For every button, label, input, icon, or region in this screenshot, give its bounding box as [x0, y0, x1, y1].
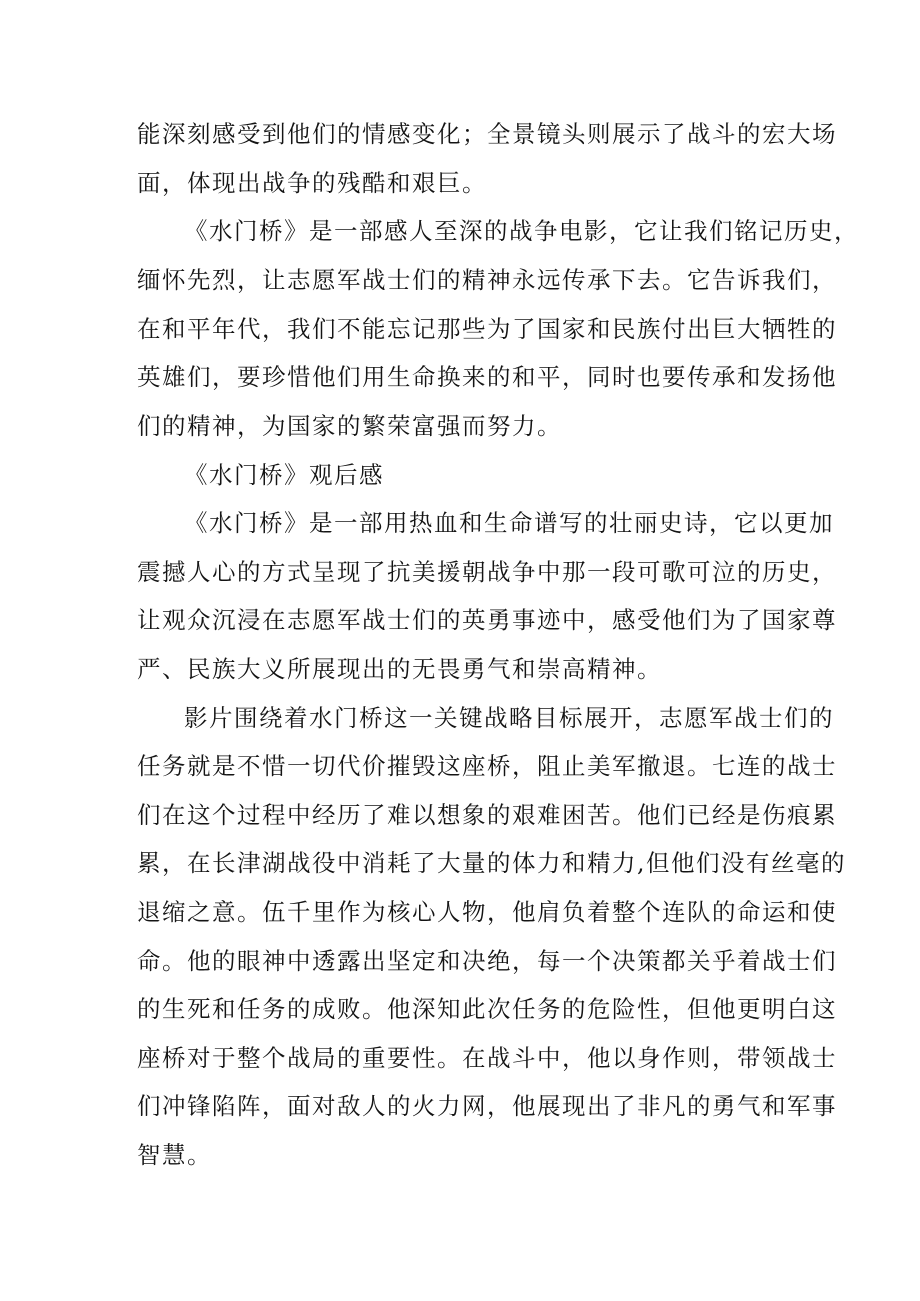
- paragraph-4-line-3: 们在这个过程中经历了难以想象的艰难困苦。他们已经是伤痕累: [137, 801, 837, 829]
- paragraph-4-line-10: 智慧。: [137, 1141, 212, 1169]
- paragraph-2-line-3: 在和平年代，我们不能忘记那些为了国家和民族付出巨大牺牲的: [137, 315, 837, 343]
- section-heading: 《水门桥》观后感: [184, 461, 384, 489]
- paragraph-2-line-2: 缅怀先烈，让志愿军战士们的精神永远传承下去。它告诉我们，: [137, 266, 837, 294]
- paragraph-3-line-1: 《水门桥》是一部用热血和生命谱写的壮丽史诗，它以更加: [184, 509, 834, 537]
- paragraph-4-line-5: 退缩之意。伍千里作为核心人物，他肩负着整个连队的命运和使: [137, 898, 837, 926]
- paragraph-3-line-4: 严、民族大义所展现出的无畏勇气和崇高精神。: [137, 655, 662, 683]
- paragraph-1-line-1: 能深刻感受到他们的情感变化；全景镜头则展示了战斗的宏大场: [137, 120, 837, 148]
- paragraph-4-line-9: 们冲锋陷阵，面对敌人的火力网，他展现出了非凡的勇气和军事: [137, 1092, 837, 1120]
- paragraph-3-line-2: 震撼人心的方式呈现了抗美援朝战争中那一段可歌可泣的历史，: [137, 558, 837, 586]
- paragraph-4-line-4: 累，在长津湖战役中消耗了大量的体力和精力,但他们没有丝毫的: [137, 849, 846, 877]
- paragraph-4-line-8: 座桥对于整个战局的重要性。在战斗中，他以身作则，带领战士: [137, 1044, 837, 1072]
- paragraph-2-line-1: 《水门桥》是一部感人至深的战争电影，它让我们铭记历史，: [184, 217, 859, 245]
- paragraph-4-line-6: 命。他的眼神中透露出坚定和决绝，每一个决策都关乎着战士们: [137, 947, 837, 975]
- paragraph-3-line-3: 让观众沉浸在志愿军战士们的英勇事迹中，感受他们为了国家尊: [137, 606, 837, 634]
- paragraph-4-line-1: 影片围绕着水门桥这一关键战略目标展开，志愿军战士们的: [184, 704, 834, 732]
- paragraph-4-line-7: 的生死和任务的成败。他深知此次任务的危险性，但他更明白这: [137, 995, 837, 1023]
- paragraph-4-line-2: 任务就是不惜一切代价摧毁这座桥，阻止美军撤退。七连的战士: [137, 752, 837, 780]
- paragraph-2-line-5: 们的精神，为国家的繁荣富强而努力。: [137, 412, 562, 440]
- paragraph-1-line-2: 面，体现出战争的残酷和艰巨。: [137, 169, 487, 197]
- paragraph-2-line-4: 英雄们，要珍惜他们用生命换来的和平，同时也要传承和发扬他: [137, 363, 837, 391]
